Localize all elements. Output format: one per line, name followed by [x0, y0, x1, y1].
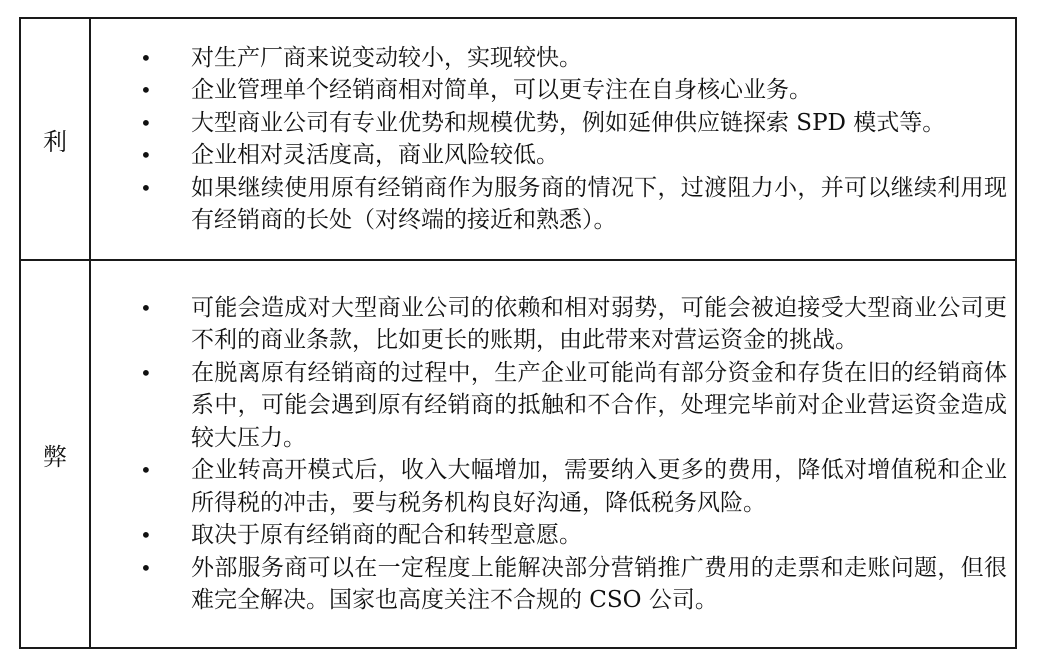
pros-label: 利	[20, 18, 90, 260]
list-item-text: 如果继续使用原有经销商作为服务商的情况下，过渡阻力小，并可以继续利用现有经销商的长处（对终端的接近和熟悉）。	[191, 174, 1007, 233]
list-item-text: 取决于原有经销商的配合和转型意愿。	[191, 522, 582, 548]
list-item-text: 企业相对灵活度高，商业风险较低。	[191, 142, 559, 168]
list-item	[91, 519, 1007, 552]
list-item	[91, 107, 1007, 140]
list-item-text: 大型商业公司有专业优势和规模优势，例如延伸供应链探索 SPD 模式等。	[191, 109, 946, 136]
bullet-icon: •	[140, 78, 152, 102]
bullet-icon: •	[140, 458, 152, 482]
list-item-text: 对生产厂商来说变动较小，实现较快。	[191, 44, 582, 71]
list-item	[91, 139, 1007, 172]
bullet-icon: •	[140, 45, 152, 70]
bullet-icon: •	[140, 555, 152, 580]
list-item	[91, 292, 1007, 357]
list-item-text: 在脱离原有经销商的过程中，生产企业可能尚有部分资金和存货在旧的经销商体系中，可能会遇到原有经销商的抵触和不合作，处理完毕前对企业营运资金造成较大压力。	[191, 359, 1007, 451]
list-item	[91, 357, 1007, 455]
list-item	[91, 552, 1007, 617]
bullet-icon: •	[140, 175, 152, 200]
list-item-text: 可能会造成对大型商业公司的依赖和相对弱势，可能会被迫接受大型商业公司更不利的商业条款，比如更长的账期，由此带来对营运资金的挑战。	[191, 294, 1007, 353]
pros-cons-table	[19, 17, 1017, 649]
bullet-icon: •	[140, 295, 152, 320]
bullet-icon: •	[140, 110, 152, 135]
pros-row	[20, 18, 1016, 260]
list-item	[91, 42, 1007, 75]
pros-list	[91, 42, 1007, 237]
pros-content	[90, 18, 1016, 260]
list-item-text: 企业管理单个经销商相对简单，可以更专注在自身核心业务。	[191, 77, 812, 103]
cons-content	[90, 260, 1016, 648]
list-item	[91, 454, 1007, 519]
cons-row	[20, 260, 1016, 648]
list-item-text: 企业转高开模式后，收入大幅增加，需要纳入更多的费用，降低对增值税和企业所得税的冲击，要与税务机构良好沟通，降低税务风险。	[191, 457, 1007, 516]
bullet-icon: •	[140, 360, 152, 385]
list-item	[91, 172, 1007, 237]
bullet-icon: •	[140, 143, 152, 167]
list-item	[91, 74, 1007, 107]
bullet-icon: •	[140, 523, 152, 547]
cons-list	[91, 292, 1007, 617]
list-item-text: 外部服务商可以在一定程度上能解决部分营销推广费用的走票和走账问题，但很难完全解决。国家也高度关注不合规的 CSO 公司。	[191, 554, 1007, 613]
cons-label: 弊	[20, 260, 90, 648]
